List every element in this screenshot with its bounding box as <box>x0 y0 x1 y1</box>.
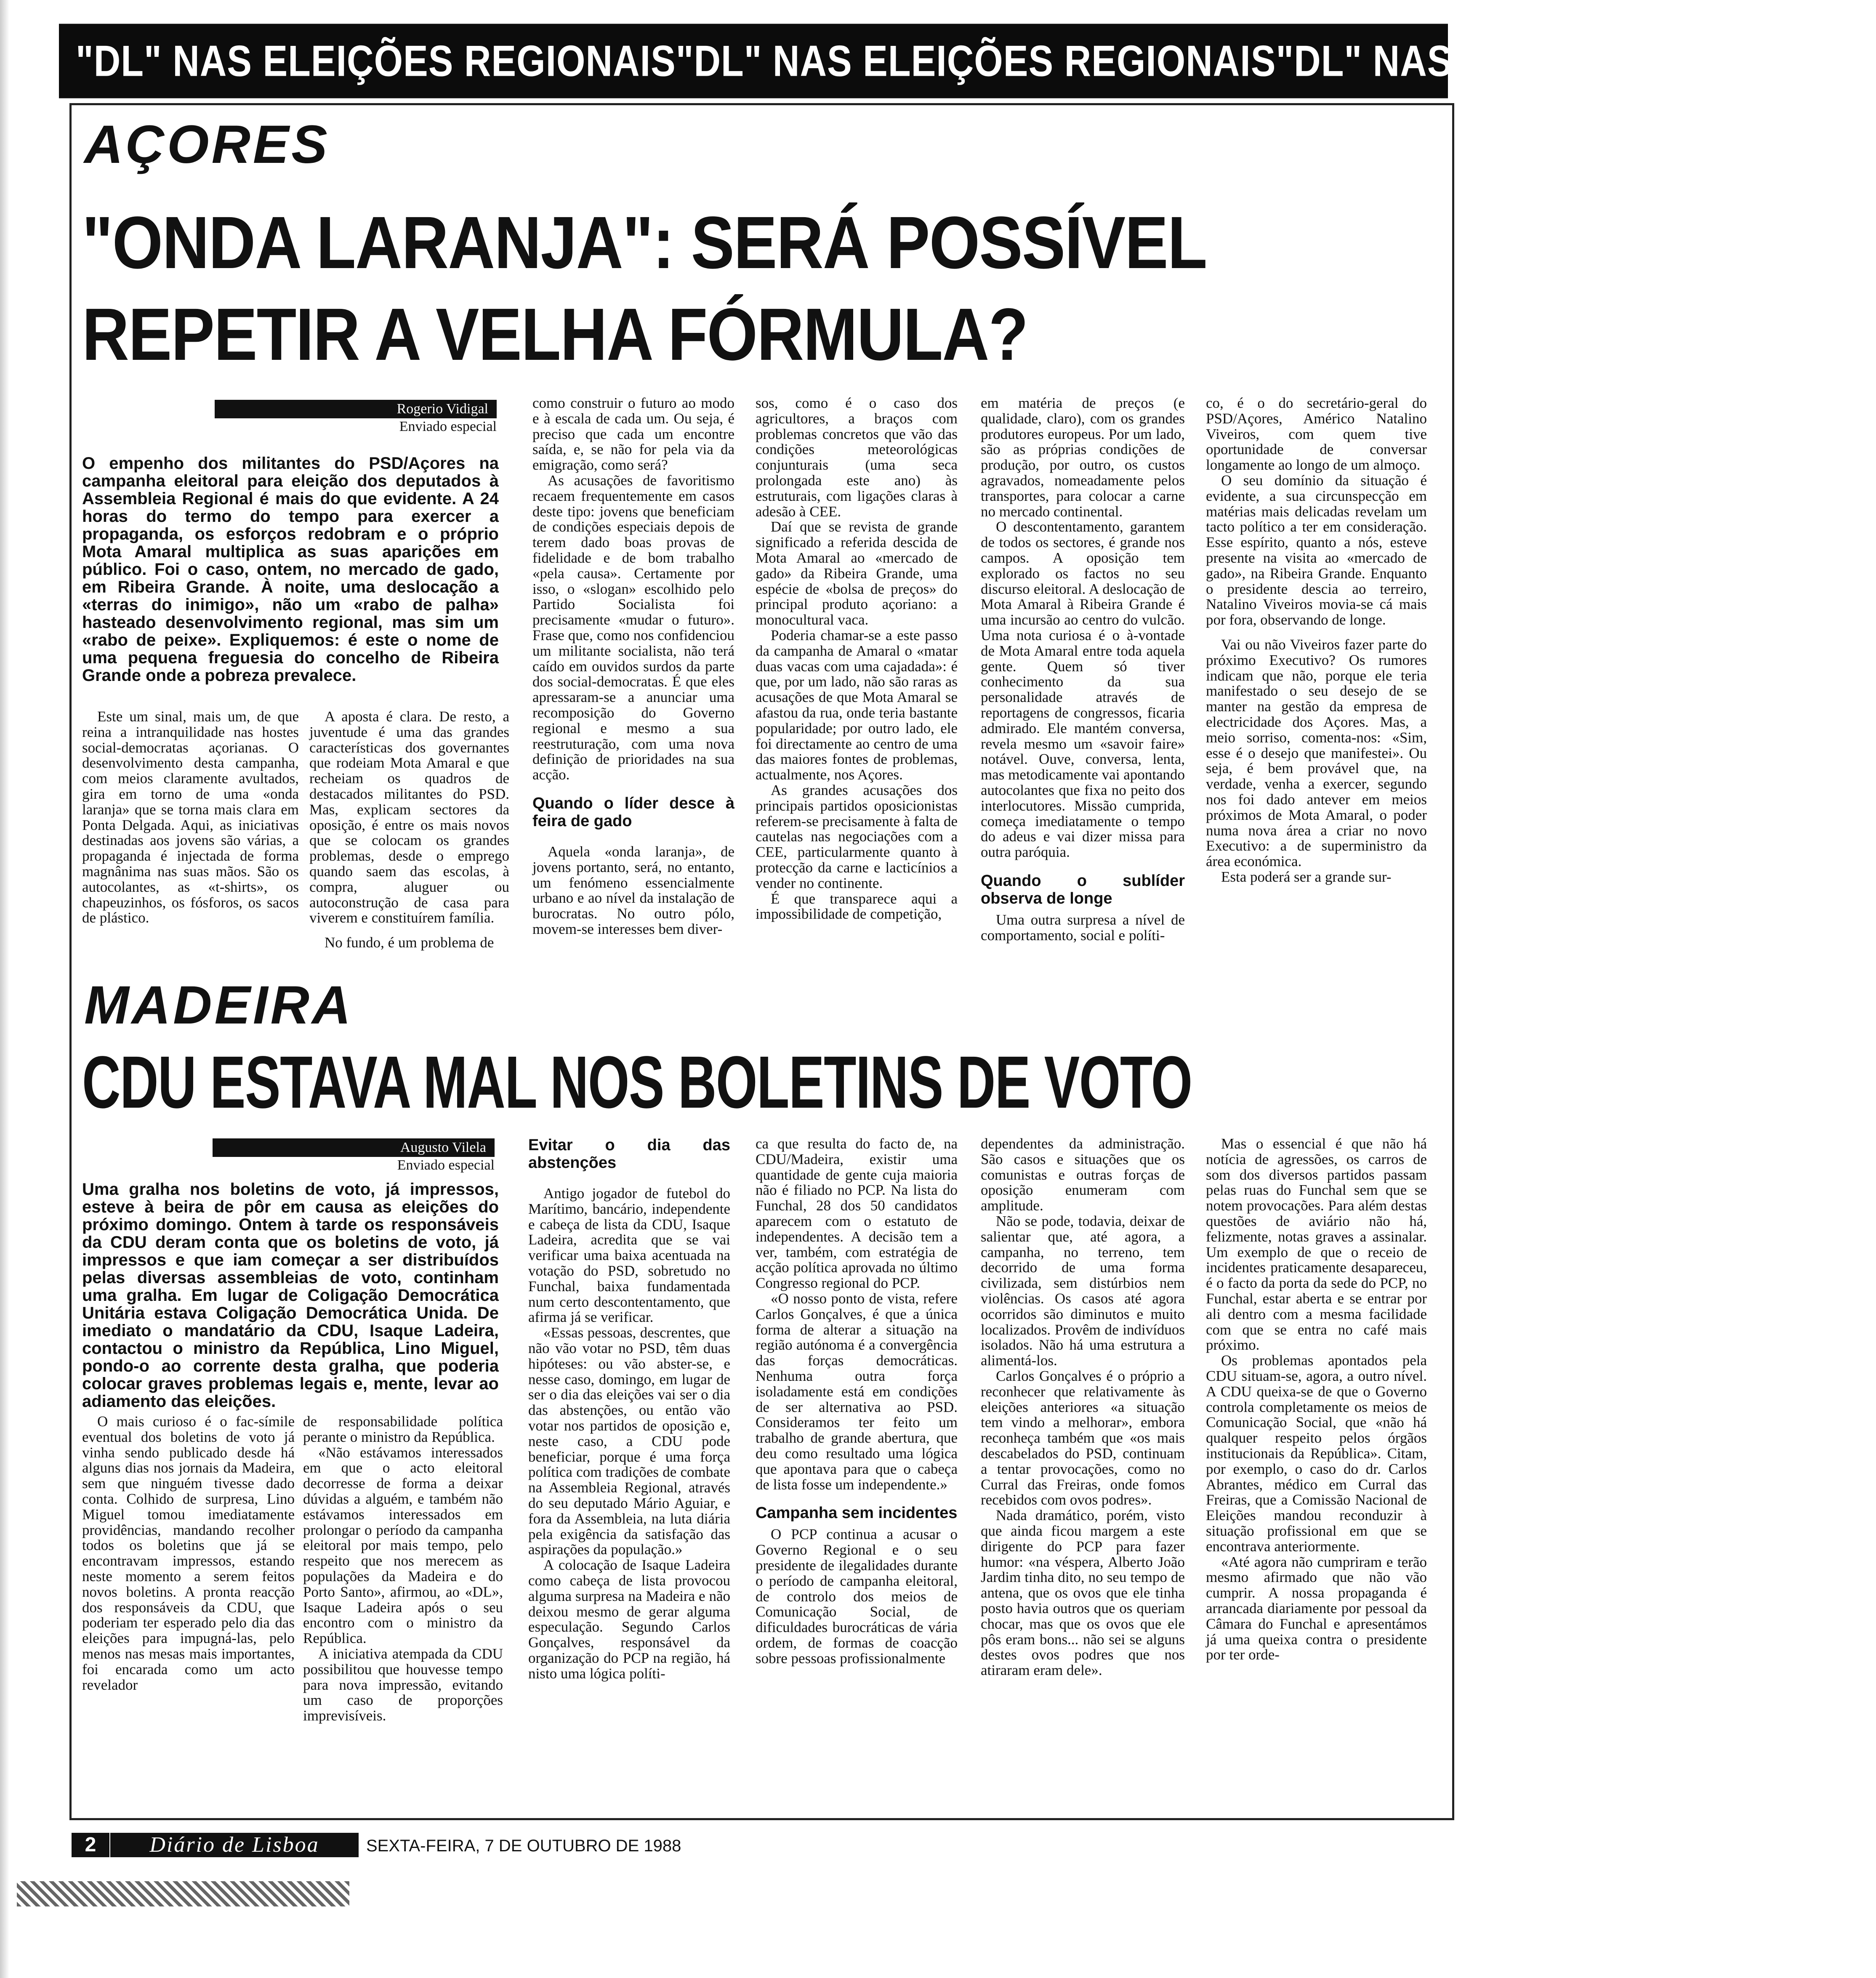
paragraph: Carlos Gonçalves é o próprio a reconhecer que relativamente às eleições anteriores «a situação tem vindo a melhorar», embora reconheça também que «os mais descabelados do PSD, continuam a tentar provocações, como no Curral das Freiras, onde fomos recebidos com ovos podres». <box>981 1367 1185 1508</box>
paragraph: As grandes acusações dos principais partidos oposicionistas referem-se precisamente à falta de cautelas nas negociações com a CEE, particularmente quanto à protecção da carne e lacticínios a vender no continente. <box>756 782 958 891</box>
paragraph: O mais curioso é o fac-símile eventual dos boletins de voto já vinha sendo publicado desde há alguns dias nos jornais da Madeira, sem que ninguém tivesse dado conta. Colhido de surpresa, Lino Miguel tomou imediatamente providências, mandando recolher todos os boletins que já se encontravam impressos, estando neste momento a serem feitos novos boletins. A pronta reacção dos responsáveis da CDU, que poderiam ter esperado pelo dia das eleições para impugná-las, pelo menos nas mesas mais importantes, foi encarada como um acto revelador <box>82 1413 295 1693</box>
headline-madeira: CDU ESTAVA MAL NOS BOLETINS DE VOTO <box>82 1041 1192 1124</box>
paragraph: O PCP continua a acusar o Governo Regional e o seu presidente de ilegalidades durante o período de campanha eleitoral, de controlo dos meios de Comunicação Social, de dificuldades burocráticas de vária ordem, de formas de coacção sobre pessoas profissionalmente <box>756 1526 958 1667</box>
byline-author: Augusto Vilela <box>213 1138 495 1157</box>
paragraph: Vai ou não Viveiros fazer parte do próximo Executivo? Os rumores indicam que não, porque ele teria manifestado o seu desejo de se manter na gestão da empresa de electricidade dos Açores. Mas, a meio sorriso, comenta-nos: «Sim, esse é o desejo que manifestei». Ou seja, é bem provável que, na verdade, venha a exercer, segundo nos foi dado antever em meios próximos de Mota Amaral, o poder numa nova área a criar no novo Executivo: a de superministro da área económica. <box>1206 636 1427 870</box>
subheading: Campanha sem incidentes <box>756 1504 958 1522</box>
subheading: Evitar o dia das abstenções <box>528 1136 730 1172</box>
paragraph: A aposta é clara. De resto, a juventude é uma das grandes características dos governantes que rodeiam Mota Amaral e que recheiam os quadros de destacados militantes do PSD. Mas, explicam sectores da oposição, é entre os mais novos que se colocam os grandes problemas, desde o emprego quando saem das escolas, à compra, aluguer ou autoconstrução de casa para viverem e constituírem família. <box>309 708 509 926</box>
paragraph: «Até agora não cumpriram e terão mesmo afirmado que não vão cumprir. A nossa propaganda é arrancada diariamente por pessoal da Câmara do Funchal e apresentámos já uma queixa contra o presidente por ter orde- <box>1206 1553 1427 1663</box>
headline-acores-line1: "ONDA LARANJA": SERÁ POSSÍVEL <box>82 202 1207 284</box>
acores-column-3 <box>532 396 734 962</box>
paragraph: O seu domínio da situação é evidente, a sua circunspecção em matérias mais delicadas revelam um tacto político a ter em consideração. Esse espírito, quanto a nós, esteve presente na visita ao «mercado de gado», na Ribeira Grande. Enquanto o presidente descia ao terreiro, Natalino Viveiros movia-se cá mais por fora, observando de longe. <box>1206 472 1427 628</box>
issue-date: SEXTA-FEIRA, 7 DE OUTUBRO DE 1988 <box>366 1837 681 1855</box>
paragraph: No fundo, é um problema de <box>325 934 494 951</box>
subheading: Quando o sublíder observa de longe <box>981 872 1185 907</box>
lede-acores: O empenho dos militantes do PSD/Açores na campanha eleitoral para eleição dos deputados à Assembleia Regional é mais do que evidente. A 24 horas do termo do tempo para exercer a propaganda, os esforços redobram e o próprio Mota Amaral multiplica as suas aparições em público. Foi o caso, ontem, no mercado de gado, em Ribeira Grande. À noite, uma deslocação a «terras do inimigo», não um «rabo de palha» hasteado desenvolvimento regional, mas sim um «rabo de peixe». Expliquemos: é este o nome de uma pequena freguesia do concelho de Ribeira Grande onde a pobreza prevalece. <box>82 454 499 685</box>
paragraph: Nada dramático, porém, visto que ainda ficou margem a este dirigente do PCP para fazer humor: «na véspera, Alberto João Jardim tinha dito, no seu tempo de antena, que os ovos que ele tinha posto havia outros que os queriam chocar, mas que os ovos que ele pôs eram bons... não sei se alguns destes ovos podres que nos atiraram eram dele». <box>981 1507 1185 1679</box>
paragraph: como construir o futuro ao modo e à escala de cada um. Ou seja, é preciso que cada um encontre saída, e, se não for pela via da emigração, como será? <box>532 395 734 473</box>
madeira-column-6 <box>1206 1136 1427 1818</box>
paragraph: Poderia chamar-se a este passo da campanha de Amaral o «matar duas vacas com uma cajadada»: é que, por um lado, não são raras as acusações de que Mota Amaral se afastou da rua, onde teria bastante popularidade; por outro lado, ele foi directamente ao centro de uma das maiores fontes de problemas, actualmente, nos Açores. <box>756 627 958 783</box>
region-title-acores: AÇORES <box>84 114 330 175</box>
paragraph: A colocação de Isaque Ladeira como cabeça de lista provocou alguma surpresa na Madeira e não deixou mesmo de gerar alguma especulação. Segundo Carlos Gonçalves, responsável da organização do PCP na região, há nisto uma lógica políti- <box>528 1557 730 1682</box>
acores-column-4 <box>756 396 958 962</box>
paragraph: Antigo jogador de futebol do Marítimo, bancário, independente e cabeça de lista da CDU, Isaque Ladeira, acredita que se vai verificar uma baixa acentuada na votação do PSD, sobretudo no Funchal, baixa fundamentada num certo descontentamento, que afirma já se verificar. <box>528 1185 730 1326</box>
banner-item: "DL" NAS ELEIÇÕES REGIONAIS <box>676 36 1276 85</box>
paragraph: As acusações de favoritismo recaem frequentemente em casos deste tipo: jovens que beneficiam de condições especiais depois de terem dado boas provas de fidelidade e de bom trabalho «pela causa». Certamente por isso, o «slogan» escolhido pelo Partido Socialista foi precisamente «mudar o futuro». Frase que, como nos confidenciou um militante socialista, não terá caído em ouvidos surdos da parte dos social-democratas. É que eles apressaram-se a anunciar uma recomposição do Governo regional e mesmo a sua reestruturação, com uma nova definição de prioridades na sua acção. <box>532 472 734 783</box>
madeira-column-3 <box>528 1136 730 1818</box>
paragraph: Uma outra surpresa a nível de comportamento, social e políti- <box>981 911 1185 944</box>
acores-column-5 <box>981 396 1185 962</box>
paragraph: Esta poderá ser a grande sur- <box>1221 868 1392 885</box>
acores-column-2 <box>309 709 509 962</box>
section-banner <box>59 24 1876 98</box>
paragraph: «Essas pessoas, descrentes, que não vão votar no PSD, têm duas hipóteses: ou vão abster-se, e nesse caso, domingo, em lugar de ser o dia das eleições vai ser o dia das abstenções, ou então vão votar nos partidos de oposição e, neste caso, a CDU pode beneficiar, porque é uma força política com tradições de combate na Assembleia Regional, através do seu deputado Mário Aguiar, e fora da Assembleia, na luta diária pela exigência da satisfação das aspirações da população.» <box>528 1324 730 1558</box>
byline-role: Enviado especial <box>397 1157 495 1173</box>
paragraph: Daí que se revista de grande significado a referida descida de Mota Amaral ao «mercado de gado» da Ribeira Grande, uma espécie de «bolsa de preços» do principal produto açoriano: a monocultural vaca. <box>756 518 958 628</box>
paragraph: A iniciativa atempada da CDU possibilitou que houvesse tempo para nova impressão, evitando um caso de proporções imprevisíveis. <box>303 1645 503 1724</box>
lede-madeira: Uma gralha nos boletins de voto, já impressos, esteve à beira de pôr em causa as eleições do próximo domingo. Ontem à tarde os responsáveis da CDU deram conta que os boletins de voto, já impressos e que iam começar a ser distribuídos pelas diversas assembleias de voto, continham uma gralha. Em lugar de Coligação Democrática Unitária estava Coligação Democrática Unida. De imediato o mandatário da CDU, Isaque Ladeira, contactou o ministro da República, Lino Miguel, pondo-o ao corrente desta gralha, que poderia colocar graves problemas legais e, mente, levar ao adiamento das eleições. <box>82 1180 499 1411</box>
scan-edge <box>0 0 9 1978</box>
paragraph: O descontentamento, garantem de todos os sectores, é grande nos campos. A oposição tem explorado os factos no seu discurso eleitoral. A deslocação de Mota Amaral à Ribeira Grande é uma incursão ao centro do vulcão. Uma nota curiosa é o à-vontade de Mota Amaral entre toda aquela gente. Quem só tiver conhecimento da sua personalidade através de reportagens de congressos, ficaria admirado. Ele mantém conversa, revela mesmo um «savoir faire» notável. Ouve, conversa, lenta, mas metodicamente vai apontando autocolantes que fixa no peito dos interlocutores. Missão cumprida, começa imediatamente o tempo do adeus e vai dizer missa para outra paróquia. <box>981 518 1185 861</box>
paragraph: em matéria de preços (e qualidade, claro), com os grandes produtores europeus. Por um lado, são as próprias condições de produção, por outro, os custos agravados, nomeadamente pelos transportes, para colocar a carne no mercado continental. <box>981 395 1185 520</box>
paragraph: de responsabilidade política perante o ministro da República. <box>303 1413 503 1445</box>
paragraph: sos, como é o caso dos agricultores, a braços com problemas concretos que vão das condições meteorológicas conjunturais (uma seca prolongada este ano) às estruturais, com ligações claras à adesão à CEE. <box>756 395 958 520</box>
paragraph: Aquela «onda laranja», de jovens portanto, será, no entanto, um fenómeno essencialmente urbano e ao nível da instalação de burocratas. No outro pólo, movem-se interesses bem diver- <box>532 843 734 937</box>
masthead-logo: Diário de Lisboa <box>110 1833 359 1857</box>
madeira-column-5 <box>981 1136 1185 1818</box>
paragraph: Não se pode, todavia, deixar de salientar que, até agora, a campanha, no terreno, tem decorrido de uma forma civilizada, sem distúrbios nem violências. Os casos até agora ocorridos são diminutos e muito localizados. Provêm de indivíduos isolados. Não há uma estrutura a alimentá-los. <box>981 1212 1185 1369</box>
madeira-column-1 <box>82 1414 295 1818</box>
region-title-madeira: MADEIRA <box>84 975 354 1035</box>
byline-author: Rogerio Vidigal <box>215 400 497 418</box>
paragraph: ca que resulta do facto de, na CDU/Madeira, existir uma quantidade de gente cuja maioria não é filiado no PCP. Na lista do Funchal, 28 dos 50 candidatos aparecem com o estatuto de independentes. A decisão tem a ver, também, com estratégia de acção política aprovada no último Congresso regional do PCP. <box>756 1135 958 1292</box>
paragraph: co, é o do secretário-geral do PSD/Açores, Américo Natalino Viveiros, com quem tive oportunidade de conversar longamente ao longo de um almoço. <box>1206 395 1427 473</box>
byline-role: Enviado especial <box>399 419 497 434</box>
paragraph: Este um sinal, mais um, de que reina a intranquilidade nas hostes social-democratas açorianas. O desenvolvimento desta campanha, com meios claramente avultados, gira em torno de uma «onda laranja» que se torna mais clara em Ponta Delgada. Aqui, as iniciativas destinadas aos jovens são várias, a propaganda é injectada de forma magnânima nas suas mãos. São os autocolantes, as «t-shirts», os chapeuzinhos, os fósforos, os sacos de plástico. <box>82 708 299 926</box>
banner-item: "DL" NAS ELEIÇÕES REGIONAIS <box>1276 36 1876 85</box>
acores-column-1 <box>82 709 299 962</box>
paragraph: dependentes da administração. São casos e situações que os comunistas e outras forças de oposição enumeram com amplitude. <box>981 1135 1185 1214</box>
subheading: Quando o líder desce à feira de gado <box>532 794 734 830</box>
headline-acores-line2: REPETIR A VELHA FÓRMULA? <box>82 293 1028 376</box>
page-number: 2 <box>72 1833 109 1857</box>
acores-column-6 <box>1206 396 1427 962</box>
paragraph: «O nosso ponto de vista, refere Carlos Gonçalves, é que a única forma de alterar a situação na região autónoma é a convergência das forças democráticas. Nenhuma outra força isoladamente está em condições de ser alternativa ao PSD. Consideramos ter feito um trabalho de grande abertura, que deu como resultado uma lógica que apontava para que o cabeça de lista fosse um independente.» <box>756 1290 958 1493</box>
paragraph: Mas o essencial é que não há notícia de agressões, os carros de som dos diversos partidos passam pelas ruas do Funchal sem que se notem provocações. Para além destas questões de aviário não há, felizmente, notas graves a assinalar. Um exemplo de que o receio de incidentes praticamente desapareceu, é o facto da porta da sede do PCP, no Funchal, estar aberta e se entrar por ali dentro com a mesma facilidade com que se entra no café mais próximo. <box>1206 1135 1427 1353</box>
madeira-column-4 <box>756 1136 958 1818</box>
scan-strip <box>17 1881 349 1906</box>
banner-item: "DL" NAS ELEIÇÕES REGIONAIS <box>76 36 676 85</box>
paragraph: «Não estávamos interessados em que o acto eleitoral decorresse de forma a deixar dúvidas a alguém, e também não estávamos interessados em prolongar o período da campanha eleitoral por mais tempo, pelo respeito que nos merecem as populações da Madeira e do Porto Santo», afirmou, ao «DL», Isaque Ladeira após o seu encontro com o ministro da República. <box>303 1444 503 1647</box>
paragraph: É que transparece aqui a impossibilidade de competição, <box>756 890 958 923</box>
paragraph: Os problemas apontados pela CDU situam-se, agora, a outro nível. A CDU queixa-se de que o Governo controla completamente os meios de Comunicação Social, que «não há qualquer respeito pelos órgãos institucionais da República». Citam, por exemplo, o caso do dr. Carlos Abrantes, médico em Curral das Freiras, que a Comissão Nacional de Eleições mandou reconduzir à situação profissional em que se encontrava anteriormente. <box>1206 1352 1427 1555</box>
madeira-column-2 <box>303 1414 503 1818</box>
